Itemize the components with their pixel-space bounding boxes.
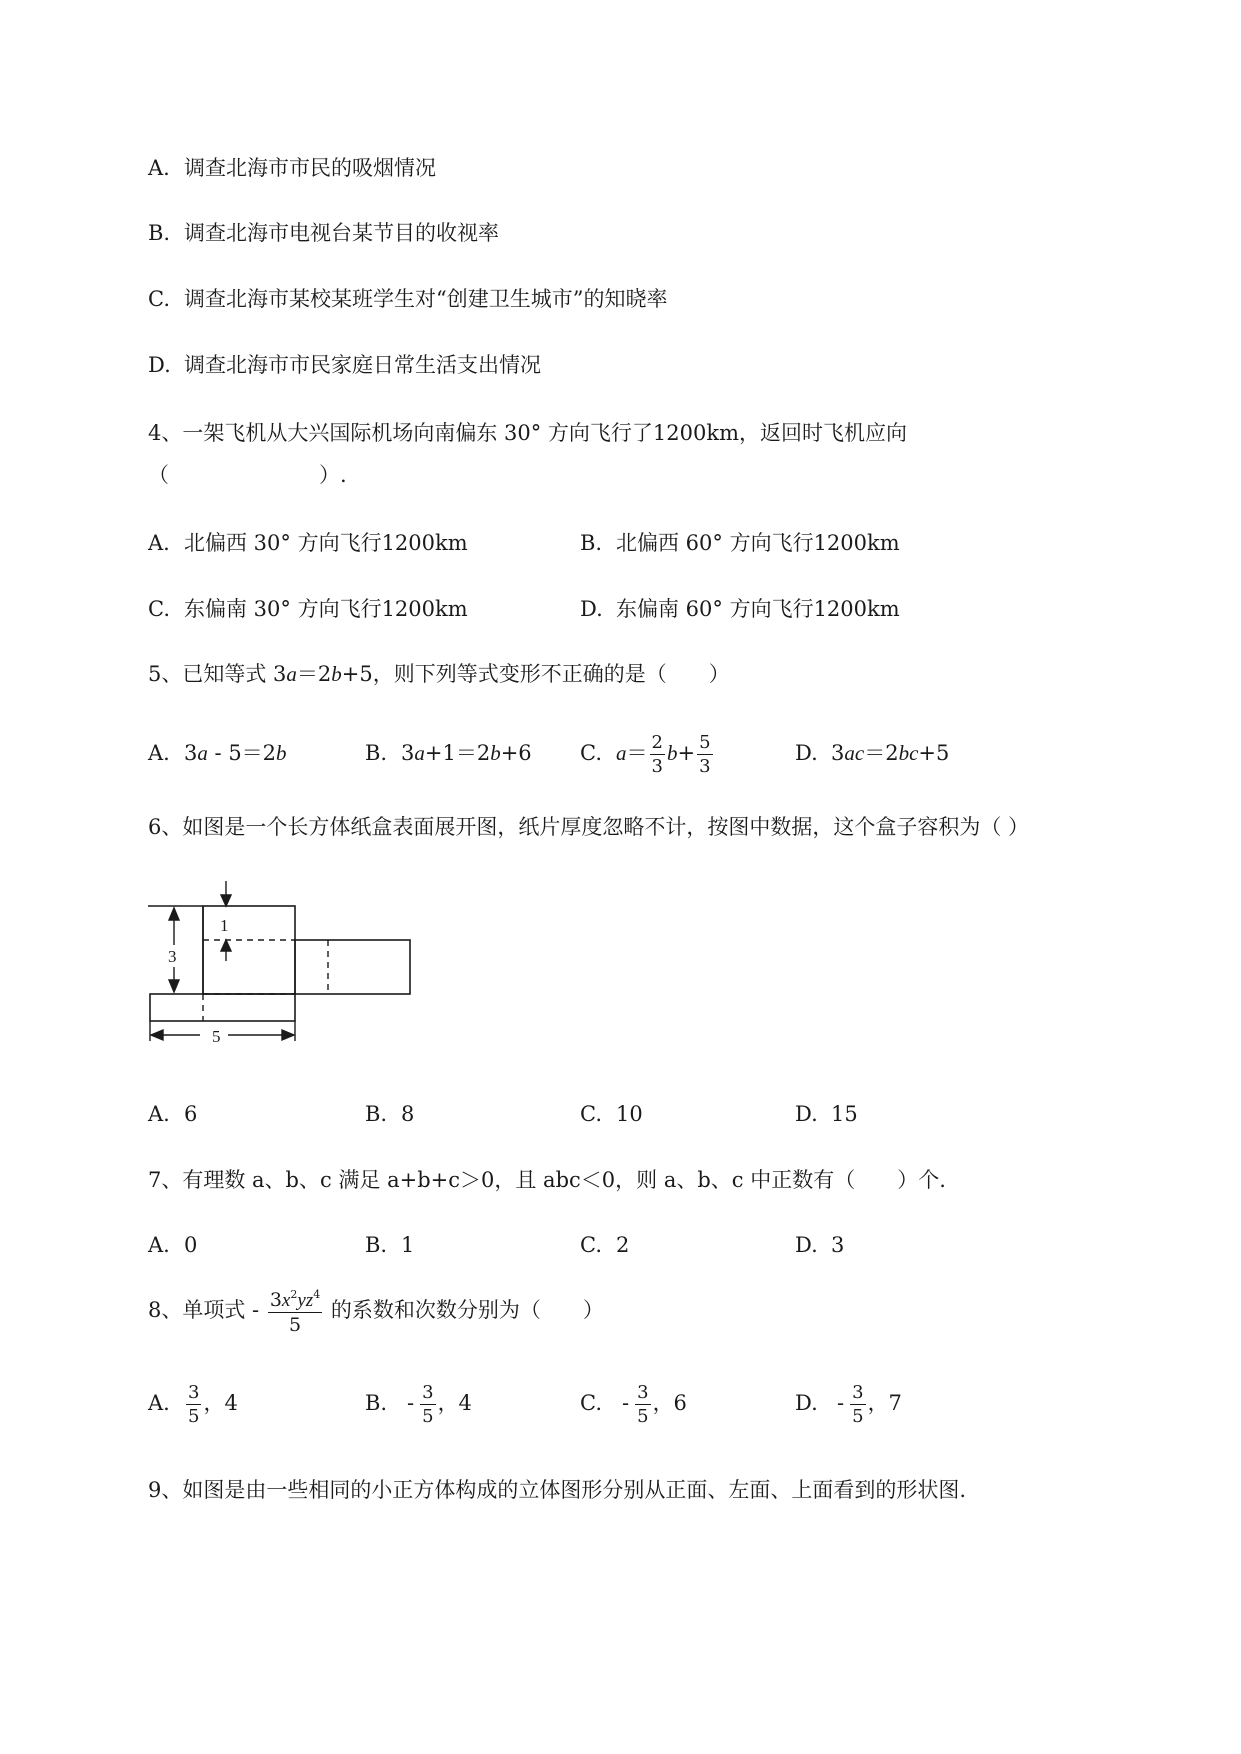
stem-text: 8、单项式 - [148,1298,260,1322]
q8-option-a [148,1380,238,1426]
option-label: B. [365,1233,388,1257]
numerator: 3 [852,1381,864,1403]
q8-option-b [365,1380,472,1426]
option-text: 调查北海市市民的吸烟情况 [184,156,436,180]
option-label: D. [795,1391,818,1415]
option-text: 北偏西 30° 方向飞行1200km [184,531,468,555]
var-a: a [286,662,297,686]
denominator: 5 [422,1405,434,1427]
option-label: D. [795,1102,818,1126]
expr-part: ＝2 [864,741,899,765]
fraction [635,1381,650,1427]
exponent: 4 [313,1287,321,1301]
stem-text: +5，则下列等式变形不正确的是（ ） [341,662,730,686]
option-label: B. [580,531,603,555]
numerator: 5 [699,731,711,753]
var: b [666,741,678,765]
option-label: D. [795,741,818,765]
numerator [268,1289,322,1313]
var: a [616,741,627,765]
option-label: C. [580,1391,602,1415]
q5-option-c [580,733,715,776]
q6-option-c [580,1099,643,1129]
box-net-diagram [148,875,418,1065]
option-label: C. [580,1233,602,1257]
stem-text: 的系数和次数分别为（ ） [330,1298,604,1322]
fraction [186,1381,201,1427]
center-face [203,906,295,994]
var: a [197,741,208,765]
var: ac [844,741,865,765]
fraction [420,1381,435,1427]
denominator: 5 [637,1405,649,1427]
sign: - [622,1391,630,1415]
denominator: 3 [651,755,663,777]
right-faces [295,940,410,994]
option-label: B. [365,1102,388,1126]
option-text: 调查北海市电视台某节目的收视率 [184,221,499,245]
option-text: 2 [616,1233,630,1257]
denominator: 5 [188,1405,200,1427]
expr-part: 3 [184,741,198,765]
numerator: 2 [651,731,663,753]
option-text: 8 [401,1102,415,1126]
flap-label: 1 [220,916,229,935]
numerator: 3 [637,1381,649,1403]
fraction [850,1381,865,1427]
height-label: 3 [168,947,177,966]
q3-option-b [148,218,499,248]
q6-option-b [365,1099,414,1129]
option-label: B. [365,1391,388,1415]
q5-option-b [365,738,532,768]
option-label: A. [148,1102,170,1126]
denominator: 5 [852,1405,864,1427]
expr-part: ＝ [626,741,648,765]
paren-open: （ [148,463,169,487]
coef: 3 [269,1288,282,1311]
option-text: 1 [401,1233,415,1257]
sign: - [407,1391,415,1415]
q6-option-a [148,1099,197,1129]
monomial-fraction [268,1289,322,1335]
q3-option-d [148,350,541,380]
denominator: 5 [288,1313,302,1336]
expr-part: + [677,741,696,765]
q4-option-c [148,594,468,624]
option-text: 东偏南 60° 方向飞行1200km [616,597,900,621]
option-text: 调查北海市市民家庭日常生活支出情况 [184,353,541,377]
var-b: b [331,662,342,686]
q7-option-b [365,1230,414,1260]
option-label: B. [148,221,171,245]
option-text: 0 [184,1233,198,1257]
q8-option-d [795,1380,902,1426]
expr-part: 3 [831,741,845,765]
option-label: A. [148,1391,170,1415]
var: bc [898,741,919,765]
q7-option-d [795,1230,844,1260]
option-label: A. [148,531,170,555]
expr-part: 3 [401,741,415,765]
var: x [281,1289,291,1311]
width-label: 5 [212,1027,221,1046]
stem-text: ＝2 [296,662,332,686]
q4-option-a [148,528,468,558]
expr-part: +6 [500,741,532,765]
expr-part: +1＝2 [424,741,491,765]
stem-text: 5、已知等式 3 [148,662,287,686]
option-label: A. [148,1233,170,1257]
q8-option-c [580,1380,687,1426]
option-tail: ，4 [437,1391,472,1415]
expr-part: - 5＝2 [207,741,277,765]
denominator: 3 [699,755,711,777]
option-text: 15 [831,1102,858,1126]
q5-option-d [795,738,949,768]
option-label: B. [365,741,388,765]
q3-option-a [148,153,436,183]
q8-stem [148,1287,604,1335]
numerator: 3 [422,1381,434,1403]
q7-option-a [148,1230,197,1260]
option-label: D. [148,353,171,377]
q5-stem [148,659,730,689]
q6-stem: 6、如图是一个长方体纸盒表面展开图，纸片厚度忽略不计，按图中数据，这个盒子容积为（ ） [148,815,1030,839]
var: a [414,741,425,765]
option-tail: ，6 [652,1391,687,1415]
option-text: 东偏南 30° 方向飞行1200km [184,597,468,621]
width-dimension [150,1021,295,1041]
option-tail: ，4 [203,1391,238,1415]
q4-answer-blank [148,460,347,490]
expr-part: +5 [918,741,950,765]
q4-stem: 4、一架飞机从大兴国际机场向南偏东 30° 方向飞行了1200km，返回时飞机应向 [148,421,908,445]
var: b [276,741,287,765]
bottom-strip [150,994,295,1021]
q7-option-c [580,1230,629,1260]
q4-option-b [580,528,900,558]
q4-option-d [580,594,900,624]
fraction [697,731,712,777]
q7-stem: 7、有理数 a、b、c 满足 a+b+c＞0，且 abc＜0，则 a、b、c 中正数有（ ）个. [148,1168,946,1192]
var: yz [297,1289,314,1311]
option-text: 3 [831,1233,845,1257]
q3-option-c [148,284,667,314]
option-label: C. [148,287,170,311]
paren-close: ）. [319,463,347,487]
exponent: 2 [290,1287,298,1301]
option-label: D. [795,1233,818,1257]
var: b [490,741,501,765]
option-text: 6 [184,1102,198,1126]
q9-stem: 9、如图是由一些相同的小正方体构成的立体图形分别从正面、左面、上面看到的形状图. [148,1478,967,1502]
sign: - [837,1391,845,1415]
option-tail: ，7 [867,1391,902,1415]
option-label: A. [148,156,170,180]
option-label: D. [580,597,603,621]
option-text: 北偏西 60° 方向飞行1200km [616,531,900,555]
option-text: 调查北海市某校某班学生对“创建卫生城市”的知晓率 [184,287,668,311]
fraction [650,731,665,777]
option-label: C. [580,1102,602,1126]
numerator: 3 [188,1381,200,1403]
option-label: C. [148,597,170,621]
option-label: A. [148,741,170,765]
option-text: 10 [616,1102,643,1126]
q5-option-a [148,738,287,768]
q6-option-d [795,1099,858,1129]
option-label: C. [580,741,602,765]
